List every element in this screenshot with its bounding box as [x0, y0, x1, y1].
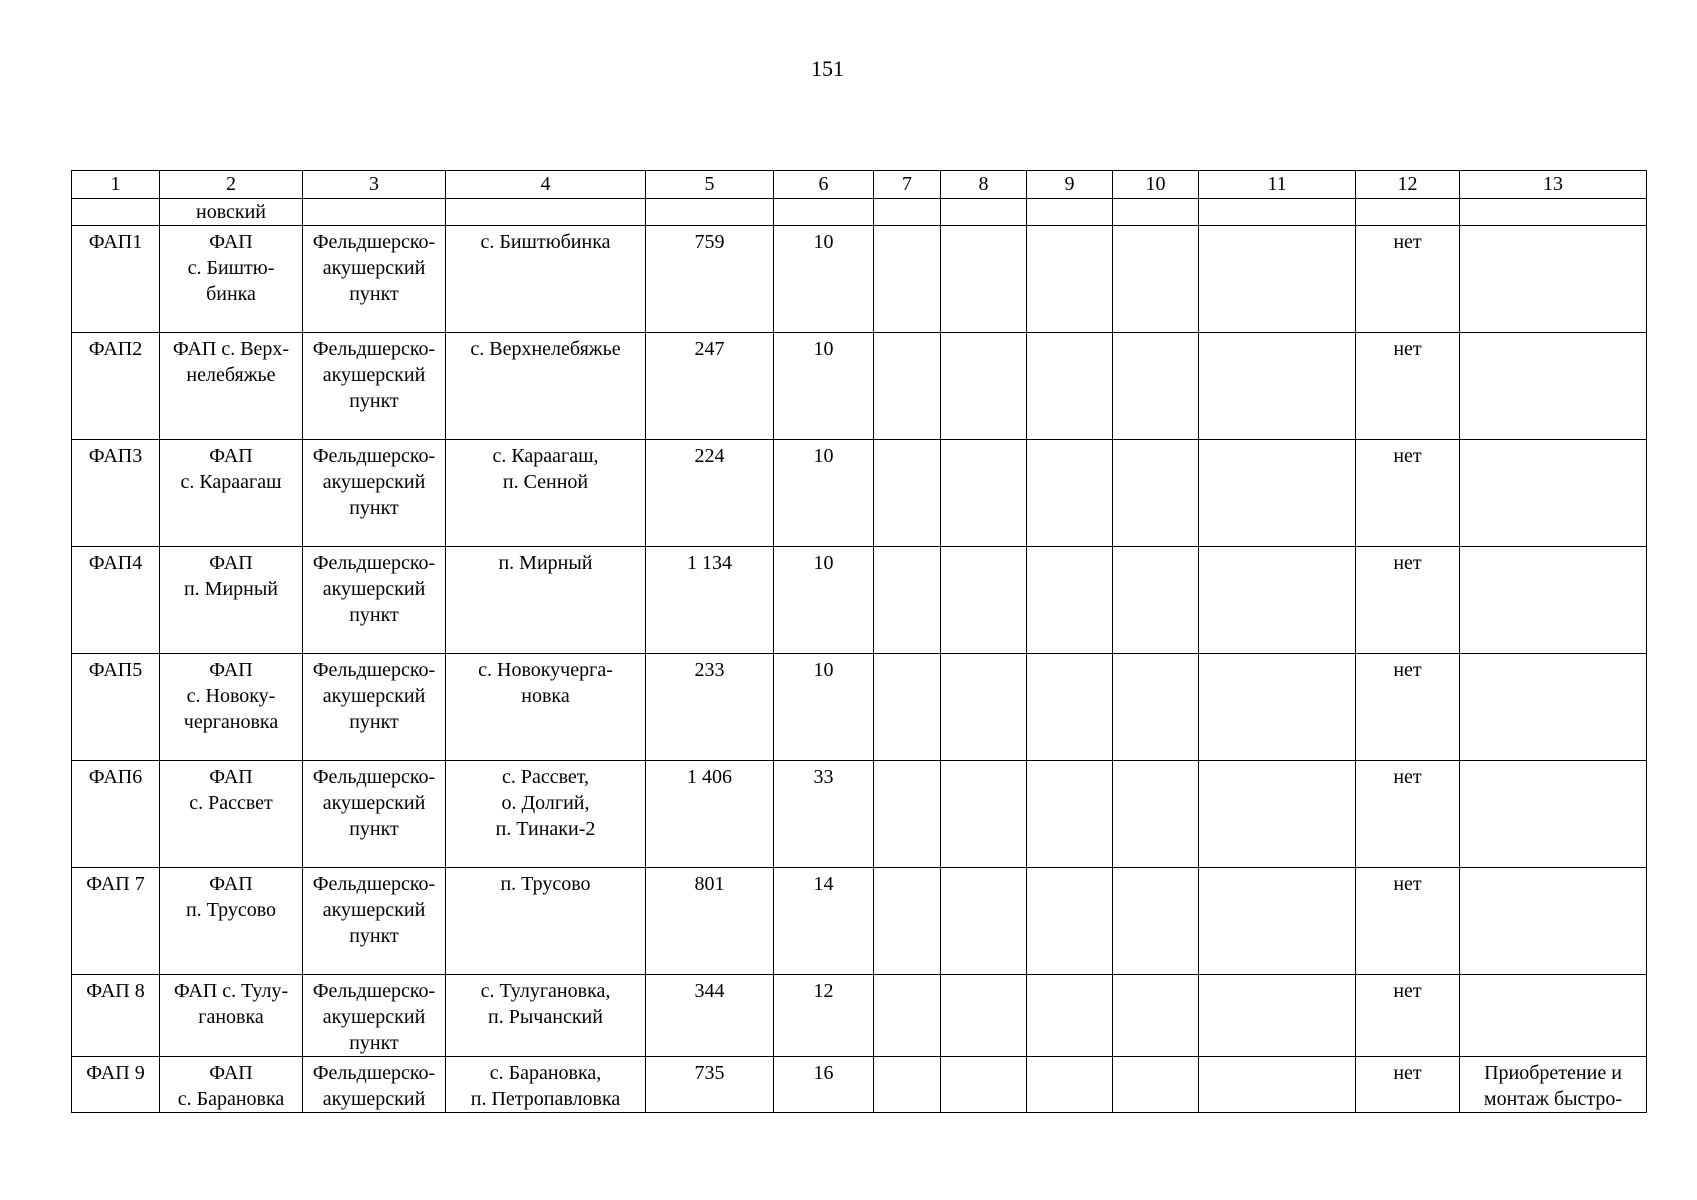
facility-type-cell-line: акушерский [322, 471, 426, 493]
empty-cell [1113, 547, 1199, 654]
table-row [72, 226, 1647, 333]
empty-cell [874, 868, 941, 975]
locality-cell-line: с. Биштюбинка [480, 231, 611, 253]
facility-name-cell-line: ФАП [209, 445, 253, 467]
facility-code-cell-line: ФАП 9 [86, 1062, 145, 1084]
continuation-cell [1356, 199, 1460, 226]
facility-code-cell-line: ФАП5 [88, 659, 143, 681]
facility-type-cell-line: Фельдшерско- [312, 1062, 436, 1084]
locality-cell [446, 440, 646, 547]
col13-cell [1460, 547, 1647, 654]
facility-name-cell [160, 761, 303, 868]
locality-cell-line: с. Тулугановка, [480, 980, 611, 1002]
facility-code-cell [72, 226, 160, 333]
col13-cell [1460, 333, 1647, 440]
population-cell: 1 406 [646, 761, 774, 868]
column-number-cell: 11 [1199, 171, 1356, 199]
population-cell: 344 [646, 975, 774, 1057]
column-number-cell: 7 [874, 171, 941, 199]
facility-name-cell [160, 1057, 303, 1113]
table-row [72, 333, 1647, 440]
col12-cell: нет [1356, 654, 1460, 761]
facility-name-cell-line: ФАП [209, 1062, 253, 1084]
facility-code-cell [72, 868, 160, 975]
continuation-cell [874, 199, 941, 226]
facility-type-cell-line: Фельдшерско- [312, 766, 436, 788]
empty-cell [941, 333, 1027, 440]
empty-cell [941, 440, 1027, 547]
continuation-cell [1460, 199, 1647, 226]
facility-name-cell-line: ФАП [209, 659, 253, 681]
facility-name-cell-line: ФАП с. Верх- [172, 338, 290, 360]
col13-cell [1460, 226, 1647, 333]
locality-cell-line: п. Рычанский [488, 1006, 603, 1028]
col13-cell [1460, 975, 1647, 1057]
facility-name-cell-line: ФАП [209, 873, 253, 895]
col12-cell: нет [1356, 440, 1460, 547]
empty-cell [1199, 654, 1356, 761]
facility-name-cell [160, 868, 303, 975]
facility-type-cell-line: Фельдшерско- [312, 873, 436, 895]
facility-name-cell-line: бинка [206, 283, 256, 305]
locality-cell [446, 226, 646, 333]
facility-code-cell-line: ФАП1 [88, 231, 143, 253]
empty-cell [874, 547, 941, 654]
facility-type-cell [303, 440, 446, 547]
col12-cell: нет [1356, 547, 1460, 654]
facility-type-cell [303, 868, 446, 975]
facility-name-cell-line: гановка [198, 1006, 264, 1028]
locality-cell [446, 333, 646, 440]
facility-code-cell-line: ФАП 8 [86, 980, 145, 1002]
facility-code-cell-line: ФАП3 [88, 445, 143, 467]
facility-type-cell-line: акушерский [322, 1006, 426, 1028]
col6-cell: 33 [774, 761, 874, 868]
facility-name-cell-line: п. Мирный [183, 578, 279, 600]
locality-cell-line: п. Сенной [502, 471, 589, 493]
facility-name-cell [160, 226, 303, 333]
col12-cell: нет [1356, 1057, 1460, 1113]
table-row [72, 761, 1647, 868]
col6-cell: 10 [774, 547, 874, 654]
empty-cell [1199, 761, 1356, 868]
empty-cell [874, 654, 941, 761]
col12-cell: нет [1356, 333, 1460, 440]
facility-type-cell-line: Фельдшерско- [312, 980, 436, 1002]
continuation-cell [1113, 199, 1199, 226]
col13-cell-line: Приобретение и [1484, 1062, 1622, 1084]
facility-name-cell-line: нелебяжье [186, 364, 276, 386]
locality-cell-line: с. Верхнелебяжье [470, 338, 621, 360]
facility-name-cell-line: п. Трусово [185, 899, 277, 921]
col13-cell-line: монтаж быстро- [1483, 1088, 1623, 1110]
empty-cell [1027, 547, 1113, 654]
col13-cell [1460, 761, 1647, 868]
facility-code-cell [72, 761, 160, 868]
facility-type-cell-line: пункт [349, 497, 399, 519]
col13-cell [1460, 1057, 1647, 1113]
empty-cell [874, 226, 941, 333]
col13-cell [1460, 868, 1647, 975]
facility-type-cell-line: Фельдшерско- [312, 231, 436, 253]
facility-name-cell-line: с. Барановка [177, 1088, 285, 1110]
locality-cell [446, 975, 646, 1057]
population-cell: 233 [646, 654, 774, 761]
table-row [72, 975, 1647, 1057]
facilities-table [71, 170, 1647, 1113]
empty-cell [941, 975, 1027, 1057]
empty-cell [941, 1057, 1027, 1113]
facility-name-cell-line: ФАП с. Тулу- [173, 980, 289, 1002]
col12-cell: нет [1356, 868, 1460, 975]
facility-code-cell [72, 654, 160, 761]
facility-code-cell [72, 333, 160, 440]
facility-name-cell [160, 440, 303, 547]
empty-cell [1199, 547, 1356, 654]
empty-cell [1027, 440, 1113, 547]
continuation-cell [646, 199, 774, 226]
facility-type-cell [303, 1057, 446, 1113]
empty-cell [874, 1057, 941, 1113]
population-cell: 759 [646, 226, 774, 333]
locality-cell-line: с. Барановка, [489, 1062, 602, 1084]
column-number-row [72, 171, 1647, 199]
col13-cell [1460, 440, 1647, 547]
locality-cell-line: п. Тинаки-2 [495, 818, 596, 840]
facility-type-cell-line: акушерский [322, 899, 426, 921]
empty-cell [941, 868, 1027, 975]
empty-cell [1199, 440, 1356, 547]
population-cell: 801 [646, 868, 774, 975]
column-number-cell: 10 [1113, 171, 1199, 199]
empty-cell [1199, 1057, 1356, 1113]
locality-cell-line: п. Трусово [500, 873, 591, 895]
empty-cell [1027, 761, 1113, 868]
facility-name-cell-line: ФАП [209, 231, 253, 253]
empty-cell [941, 547, 1027, 654]
empty-cell [1113, 654, 1199, 761]
facility-name-cell-line: черганoвка [183, 711, 279, 733]
empty-cell [1027, 654, 1113, 761]
empty-cell [1027, 868, 1113, 975]
facility-type-cell-line: Фельдшерско- [312, 552, 436, 574]
empty-cell [1027, 226, 1113, 333]
facility-code-cell-line: ФАП 7 [86, 873, 145, 895]
empty-cell [874, 761, 941, 868]
facility-type-cell [303, 975, 446, 1057]
continuation-cell [1027, 199, 1113, 226]
facility-type-cell-line: пункт [349, 711, 399, 733]
col6-cell: 16 [774, 1057, 874, 1113]
continuation-cell [303, 199, 446, 226]
col12-cell: нет [1356, 761, 1460, 868]
empty-cell [1113, 333, 1199, 440]
facility-type-cell-line: пункт [349, 1032, 399, 1054]
empty-cell [874, 440, 941, 547]
facility-type-cell-line: Фельдшерско- [312, 659, 436, 681]
facility-type-cell-line: акушерский [322, 792, 426, 814]
facility-name-cell [160, 654, 303, 761]
col6-cell: 10 [774, 333, 874, 440]
page-number: 151 [811, 56, 844, 81]
col6-cell: 10 [774, 440, 874, 547]
table-row [72, 547, 1647, 654]
facility-type-cell-line: пункт [349, 390, 399, 412]
col6-cell: 10 [774, 654, 874, 761]
empty-cell [1113, 868, 1199, 975]
facility-name-cell-line: с. Караагаш [180, 471, 282, 493]
population-cell: 1 134 [646, 547, 774, 654]
empty-cell [874, 975, 941, 1057]
empty-cell [941, 226, 1027, 333]
facility-name-cell [160, 547, 303, 654]
facility-type-cell-line: акушерский [322, 685, 426, 707]
column-number-cell: 5 [646, 171, 774, 199]
empty-cell [874, 333, 941, 440]
facility-type-cell [303, 761, 446, 868]
facility-type-cell [303, 654, 446, 761]
column-number-cell: 1 [72, 171, 160, 199]
facility-type-cell [303, 547, 446, 654]
facility-name-cell-line: ФАП [209, 552, 253, 574]
column-number-cell: 6 [774, 171, 874, 199]
facility-code-cell [72, 440, 160, 547]
col6-cell: 14 [774, 868, 874, 975]
locality-cell-line: с. Рассвет, [501, 766, 590, 788]
empty-cell [1113, 226, 1199, 333]
column-number-cell: 13 [1460, 171, 1647, 199]
column-number-cell: 8 [941, 171, 1027, 199]
facility-type-cell-line: пункт [349, 925, 399, 947]
facility-type-cell-line: акушерский [322, 257, 426, 279]
column-number-cell: 9 [1027, 171, 1113, 199]
table-row [72, 440, 1647, 547]
empty-cell [1199, 333, 1356, 440]
facility-type-cell-line: акушерский [322, 364, 426, 386]
table-row [72, 1057, 1647, 1113]
col12-cell: нет [1356, 975, 1460, 1057]
locality-cell-line: п. Мирный [498, 552, 593, 574]
empty-cell [1113, 1057, 1199, 1113]
facility-type-cell-line: акушерский [322, 1088, 426, 1110]
facility-type-cell-line: пункт [349, 604, 399, 626]
facility-type-cell-line: Фельдшерско- [312, 445, 436, 467]
locality-cell [446, 1057, 646, 1113]
locality-cell-line: о. Долгий, [501, 792, 590, 814]
empty-cell [1113, 975, 1199, 1057]
population-cell: 224 [646, 440, 774, 547]
facility-name-cell [160, 975, 303, 1057]
empty-cell [1027, 975, 1113, 1057]
empty-cell [1199, 975, 1356, 1057]
facility-name-cell-line: с. Биштю- [187, 257, 275, 279]
col13-cell [1460, 654, 1647, 761]
continuation-cell [446, 199, 646, 226]
facility-code-cell [72, 1057, 160, 1113]
locality-cell [446, 547, 646, 654]
locality-cell-line: с. Новокучерга- [478, 659, 613, 681]
facility-type-cell [303, 226, 446, 333]
locality-cell [446, 868, 646, 975]
empty-cell [941, 761, 1027, 868]
facility-type-cell-line: акушерский [322, 578, 426, 600]
column-number-cell: 2 [160, 171, 303, 199]
empty-cell [941, 654, 1027, 761]
locality-cell-line: п. Петропавловка [470, 1088, 621, 1110]
col6-cell: 10 [774, 226, 874, 333]
facility-code-cell-line: ФАП4 [88, 552, 143, 574]
col12-cell: нет [1356, 226, 1460, 333]
empty-cell [1113, 440, 1199, 547]
table-row [72, 654, 1647, 761]
locality-cell-line: с. Караагаш, [492, 445, 599, 467]
column-number-cell: 3 [303, 171, 446, 199]
facility-name-cell-line: с. Новоку- [186, 685, 276, 707]
population-cell: 735 [646, 1057, 774, 1113]
continuation-row [72, 199, 1647, 226]
facility-type-cell-line: Фельдшерско- [312, 338, 436, 360]
empty-cell [1027, 1057, 1113, 1113]
col6-cell: 12 [774, 975, 874, 1057]
continuation-cell [941, 199, 1027, 226]
continuation-cell [72, 199, 160, 226]
facility-code-cell-line: ФАП2 [88, 338, 143, 360]
empty-cell [1199, 226, 1356, 333]
continuation-cell [1199, 199, 1356, 226]
facility-type-cell-line: пункт [349, 283, 399, 305]
facility-code-cell [72, 547, 160, 654]
column-number-cell: 4 [446, 171, 646, 199]
facility-name-cell-line: с. Рассвет [189, 792, 273, 814]
facility-name-cell [160, 333, 303, 440]
empty-cell [1027, 333, 1113, 440]
locality-cell [446, 654, 646, 761]
locality-cell-line: новка [521, 685, 570, 707]
column-number-cell: 12 [1356, 171, 1460, 199]
empty-cell [1199, 868, 1356, 975]
table-row [72, 868, 1647, 975]
facility-type-cell-line: пункт [349, 818, 399, 840]
continuation-cell: новский [160, 199, 303, 226]
facility-type-cell [303, 333, 446, 440]
facility-name-cell-line: ФАП [209, 766, 253, 788]
population-cell: 247 [646, 333, 774, 440]
empty-cell [1113, 761, 1199, 868]
locality-cell [446, 761, 646, 868]
continuation-cell [774, 199, 874, 226]
facility-code-cell-line: ФАП6 [88, 766, 143, 788]
facility-code-cell [72, 975, 160, 1057]
